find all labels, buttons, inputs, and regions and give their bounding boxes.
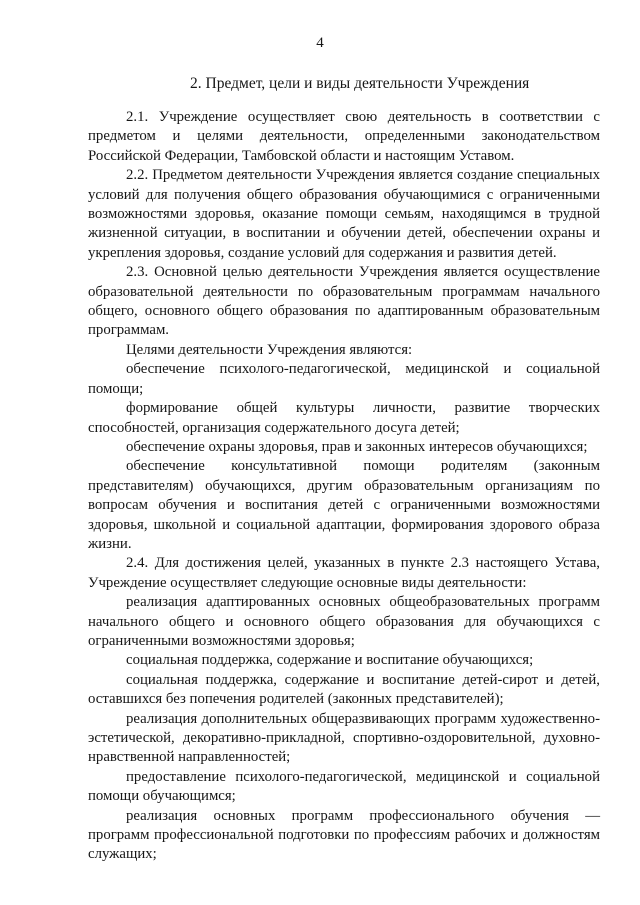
goals-heading: Целями деятельности Учреждения являются: <box>126 341 413 358</box>
document-body <box>88 108 600 865</box>
paragraph-2-2: 2.2. Предметом деятельности Учреждения является создание специальных условий для получения общего образования обучающимися с ограниченными возможностями здоровья, оказание помощи семьям, находящимся в трудной жизненной ситуации, в воспитании и обучении детей, обеспечении охраны и укрепления здоровья, создание условий для содержания и развития детей. <box>88 167 600 261</box>
goal-item: формирование общей культуры личности, развитие творческих способностей, организация содержательного досуга детей; <box>88 400 600 436</box>
activity-item: реализация дополнительных общеразвивающих программ художественно-эстетической, декоративно-прикладной, спортивно-оздоровительной, духовно-нравственной направленностей; <box>88 710 600 766</box>
paragraph-2-1: 2.1. Учреждение осуществляет свою деятельность в соответствии с предметом и целями деятельности, определенными законодательством Российской Федерации, Тамбовской области и настоящим Уставом. <box>88 109 600 164</box>
activity-item: предоставление психолого-педагогической, медицинской и социальной помощи обучающимся; <box>88 768 600 805</box>
goal-item: обеспечение охраны здоровья, прав и законных интересов обучающихся; <box>126 438 588 455</box>
goal-item: обеспечение консультативной помощи родителям (законным представителям) обучающихся, другим образовательным организациям по вопросам обучения и воспитания детей с ограниченными возможностями здоровья, школьной и социальной адаптации, формирования здорового образа жизни. <box>88 458 600 552</box>
section-title: 2. Предмет, цели и виды деятельности Учреждения <box>190 75 530 92</box>
goal-item: обеспечение психолого-педагогической, медицинской и социальной помощи; <box>88 361 600 397</box>
paragraph-2-4: 2.4. Для достижения целей, указанных в пункте 2.3 настоящего Устава, Учреждение осуществляет следующие основные виды деятельности: <box>88 555 600 591</box>
paragraph-2-3: 2.3. Основной целью деятельности Учреждения является осуществление образовательной деятельности по образовательным программам начального общего, основного общего образования по адаптированным образовательным программам. <box>88 264 600 339</box>
activity-item: реализация основных программ профессионального обучения — программ профессиональной подготовки по профессиям рабочих и должностям служащих; <box>88 807 600 863</box>
page-number: 4 <box>316 35 324 51</box>
activity-item: социальная поддержка, содержание и воспитание детей-сирот и детей, оставшихся без попечения родителей (законных представителей); <box>88 671 600 708</box>
activity-item: реализация адаптированных основных общеобразовательных программ начального общего и основного общего образования для обучающихся с ограниченными возможностями здоровья; <box>88 594 600 649</box>
activity-item: социальная поддержка, содержание и воспитание обучающихся; <box>126 652 534 669</box>
